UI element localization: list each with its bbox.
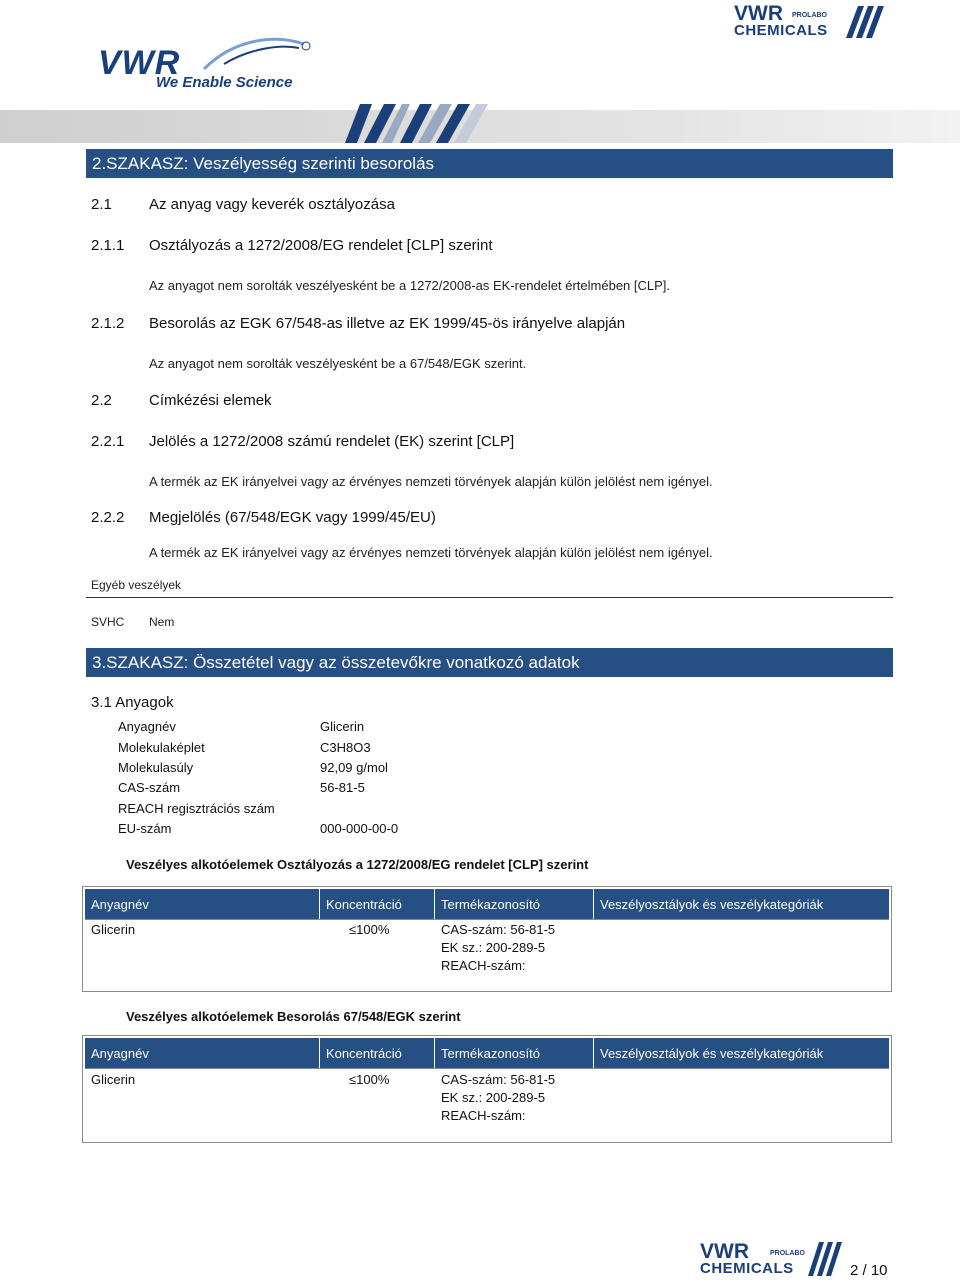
heading-2-1-title: Az anyag vagy keverék osztályozása: [149, 196, 395, 213]
heading-2-2-1-title: Jelölés a 1272/2008 számú rendelet (EK) szerint [CLP]: [149, 433, 515, 450]
header-band: [0, 0, 960, 143]
prop-label-reach: REACH regisztrációs szám: [118, 801, 275, 816]
table1-cell-conc: ≤100%: [349, 922, 390, 937]
table1-col-sep-2: [434, 889, 435, 919]
svhc-value: Nem: [149, 615, 175, 629]
footer-logo-prolabo: PROLABO: [770, 1250, 805, 1257]
table1-header-id: Termékazonosító: [441, 897, 540, 912]
section3-title: 3.SZAKASZ: Összetétel vagy az összetevőkre vonatkozó adatok: [92, 653, 580, 672]
prop-value-eu: 000-000-00-0: [320, 821, 399, 836]
table1-cell-id2: EK sz.: 200-289-5: [441, 940, 546, 955]
chem-logo-stripes-icon: [846, 6, 890, 38]
heading-2-1-2-title: Besorolás az EGK 67/548-as illetve az EK 1999/45-ös irányelve alapján: [149, 315, 626, 332]
prop-value-cas: 56-81-5: [320, 780, 365, 795]
table2-cell-id1: CAS-szám: 56-81-5: [441, 1072, 556, 1087]
table1-header-hazard: Veszélyosztályok és veszélykategóriák: [600, 897, 824, 912]
table2-header-conc: Koncentráció: [326, 1046, 402, 1061]
footer-logo-stripes-icon: [808, 1242, 844, 1276]
prop-label-eu: EU-szám: [118, 821, 172, 836]
heading-3-1: 3.1 Anyagok: [91, 694, 174, 711]
table2-cell-id3: REACH-szám:: [441, 1108, 526, 1123]
vwr-chemicals-logo: [732, 4, 892, 40]
table1-header-name: Anyagnév: [91, 897, 149, 912]
table1-header: [85, 889, 889, 919]
other-hazards-divider: [86, 597, 893, 598]
heading-2-2-num: 2.2: [91, 392, 112, 409]
text-2-2-2: A termék az EK irányelvei vagy az érvényes nemzeti törvények alapján külön jelölést nem igényel.: [149, 545, 713, 560]
logo-tagline: We Enable Science: [156, 74, 293, 91]
table2-cell-id2: EK sz.: 200-289-5: [441, 1090, 546, 1105]
heading-2-2-1: [91, 433, 514, 450]
table1: [82, 886, 892, 992]
prop-value-mw: 92,09 g/mol: [320, 760, 388, 775]
text-2-1-1: Az anyagot nem sorolták veszélyesként be a 1272/2008-as EK-rendelet értelmében [CLP].: [149, 278, 671, 293]
table2-cell-name: Glicerin: [91, 1072, 136, 1087]
table2-header-name: Anyagnév: [91, 1046, 149, 1061]
prop-label-mw: Molekulasúly: [118, 760, 194, 775]
table2-col-sep-1: [319, 1038, 320, 1068]
table2-header-hazard: Veszélyosztályok és veszélykategóriák: [600, 1046, 824, 1061]
table2-col-sep-3: [593, 1038, 594, 1068]
table1-col-sep-3: [593, 889, 594, 919]
heading-2-2-2-num: 2.2.2: [91, 509, 125, 526]
header-stripe-graphic: [0, 96, 960, 143]
prop-value-name: Glicerin: [320, 719, 365, 734]
table2-row: [85, 1070, 889, 1140]
section2-title-bar: [86, 149, 893, 178]
footer-logo-chemicals: CHEMICALS: [700, 1260, 794, 1277]
heading-2-1-2-num: 2.1.2: [91, 315, 125, 332]
table1-cell-name: Glicerin: [91, 922, 136, 937]
heading-2-2-1-num: 2.2.1: [91, 433, 125, 450]
table2-header-underline: [85, 1068, 889, 1069]
table1-cell-id3: REACH-szám:: [441, 958, 526, 973]
heading-2-2: [91, 392, 272, 409]
table2-cell-conc: ≤100%: [349, 1072, 390, 1087]
heading-2-2-2-title: Megjelölés (67/548/EGK vagy 1999/45/EU): [149, 509, 436, 526]
vwr-logo: [98, 34, 318, 96]
prop-value-formula: C3H8O3: [320, 740, 371, 755]
logo-vwr-text: VWR: [98, 44, 181, 82]
chem-logo-vwr: VWR: [734, 2, 783, 25]
prop-label-formula: Molekulaképlet: [118, 740, 205, 755]
text-2-2-1: A termék az EK irányelvei vagy az érvényes nemzeti törvények alapján külön jelölést nem igényel.: [149, 474, 713, 489]
table2-header: [85, 1038, 889, 1068]
table2-col-sep-2: [434, 1038, 435, 1068]
footer-logo-vwr: VWR: [700, 1240, 749, 1263]
svhc-label: SVHC: [91, 615, 125, 629]
heading-2-1-1-num: 2.1.1: [91, 237, 125, 254]
heading-2-2-2: [91, 509, 436, 526]
heading-2-2-title: Címkézési elemek: [149, 392, 272, 409]
chem-logo-prolabo: PROLABO: [792, 12, 827, 19]
table1-cell-id1: CAS-szám: 56-81-5: [441, 922, 556, 937]
heading-2-1: [91, 196, 395, 213]
heading-2-1-2: [91, 315, 625, 332]
table2-caption: Veszélyes alkotóelemek Besorolás 67/548/EGK szerint: [126, 1009, 461, 1024]
section3-title-bar: [86, 648, 893, 677]
table2: [82, 1035, 892, 1143]
table1-header-conc: Koncentráció: [326, 897, 402, 912]
prop-label-cas: CAS-szám: [118, 780, 181, 795]
footer-chemicals-logo: [700, 1242, 845, 1278]
other-hazards-label: Egyéb veszélyek: [91, 578, 182, 592]
table1-caption: Veszélyes alkotóelemek Osztályozás a 1272/2008/EG rendelet [CLP] szerint: [126, 857, 589, 872]
table1-header-underline: [85, 919, 889, 920]
chem-logo-chemicals: CHEMICALS: [734, 22, 828, 39]
heading-2-1-1: [91, 237, 493, 254]
table1-row: [85, 921, 889, 989]
logo-swoosh-icon: [194, 34, 314, 74]
page-number: 2 / 10: [850, 1262, 888, 1279]
heading-2-1-1-title: Osztályozás a 1272/2008/EG rendelet [CLP] szerint: [149, 237, 493, 254]
table2-header-id: Termékazonosító: [441, 1046, 540, 1061]
heading-2-1-num: 2.1: [91, 196, 112, 213]
section2-title: 2.SZAKASZ: Veszélyesség szerinti besorolás: [92, 154, 435, 173]
text-2-1-2: Az anyagot nem sorolták veszélyesként be a 67/548/EGK szerint.: [149, 356, 527, 371]
prop-label-name: Anyagnév: [118, 719, 176, 734]
table1-col-sep-1: [319, 889, 320, 919]
